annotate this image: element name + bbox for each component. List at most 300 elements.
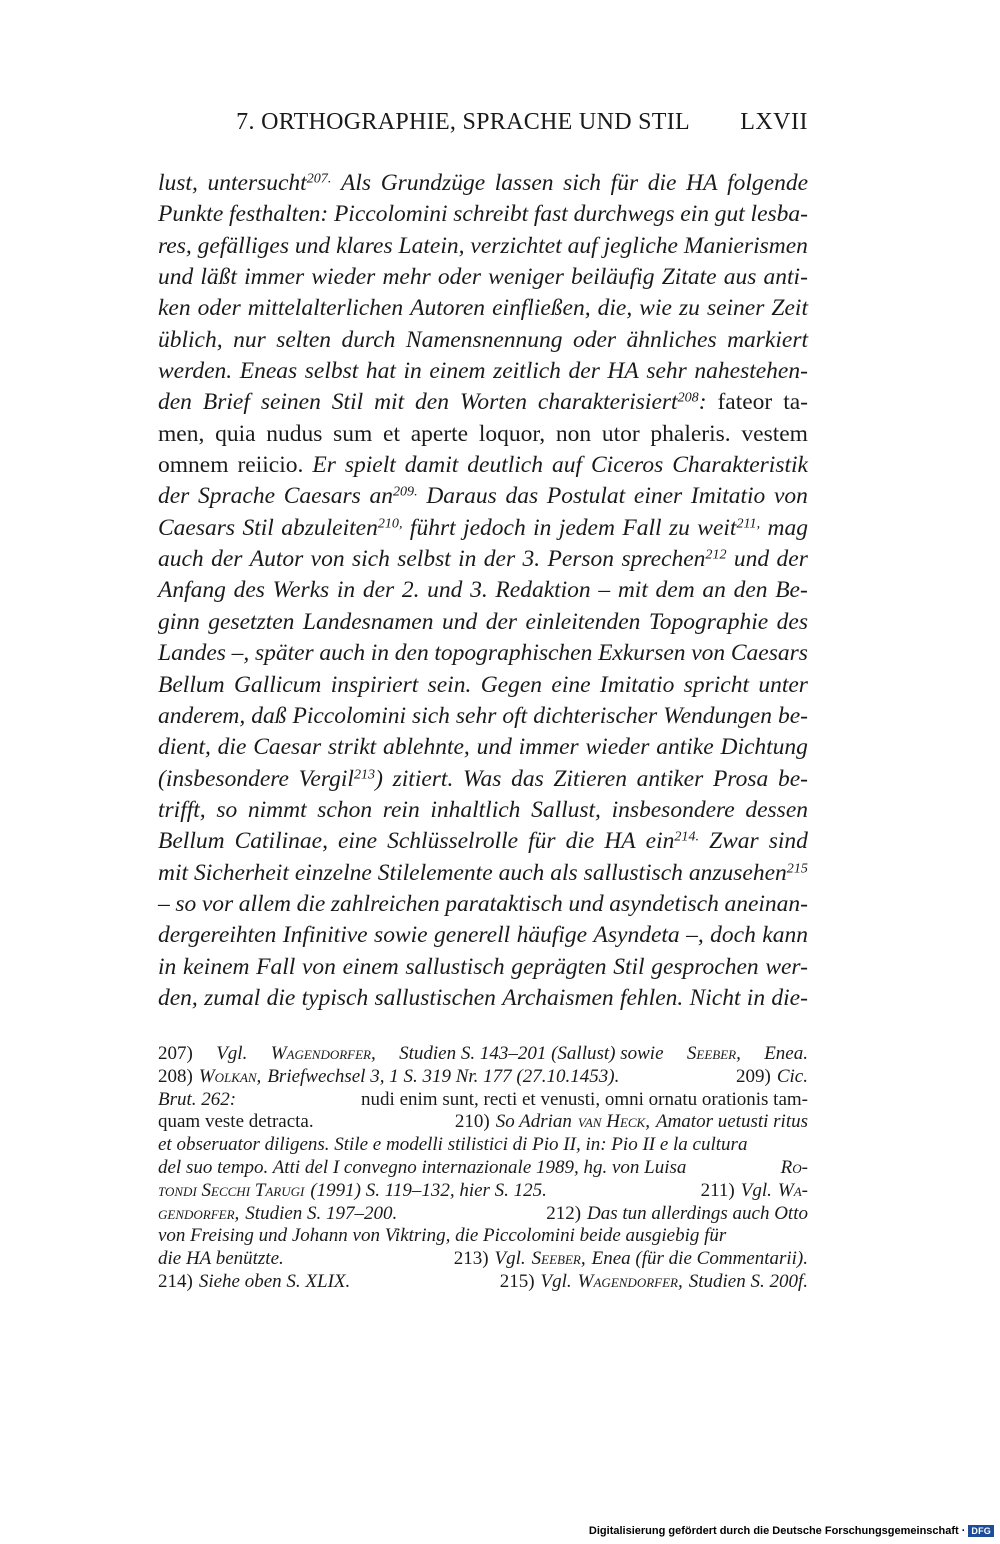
text-line	[158, 293, 808, 324]
footnote-word: 210)	[454, 1111, 490, 1133]
word: immer	[244, 264, 305, 291]
text-line	[158, 764, 808, 795]
word: insbesondere	[611, 796, 735, 823]
footnote-word: Brut. 262:	[158, 1088, 237, 1110]
word: ta-	[783, 389, 808, 416]
footnote-word: Wa-	[777, 1179, 808, 1201]
word: nudus	[266, 420, 323, 447]
word: res,	[158, 232, 192, 259]
word: für	[528, 828, 556, 855]
word: wieder	[585, 734, 650, 761]
word: Was	[463, 765, 502, 792]
word: und	[441, 608, 478, 635]
word: 3.	[522, 546, 541, 573]
footnote-line	[158, 1180, 808, 1203]
footnote-segment	[158, 1111, 314, 1134]
footnote-ref: 211,	[736, 515, 761, 532]
word: HA	[686, 170, 718, 196]
word: unter	[758, 671, 808, 698]
word: Stilelemente	[377, 859, 493, 886]
word: Landes	[158, 640, 226, 667]
word: von	[310, 546, 345, 573]
text-line	[158, 325, 808, 356]
word: be-	[777, 702, 808, 729]
text-line	[158, 638, 808, 669]
word: anzusehen$^{215}$	[688, 859, 808, 886]
footnote-ref: 208	[677, 389, 699, 406]
word: auf	[567, 232, 598, 259]
word: dem	[655, 577, 695, 604]
footnote-segment	[454, 1248, 808, 1271]
word: sind	[768, 828, 808, 855]
word: führt	[409, 514, 456, 541]
word: Sicherheit	[194, 859, 289, 886]
word: zu	[678, 295, 700, 322]
footnote-segment	[455, 1111, 808, 1134]
text-line	[158, 168, 808, 199]
word: –	[158, 890, 170, 917]
word: reiicio.	[237, 452, 304, 479]
word: den	[158, 389, 192, 416]
word: wie	[639, 295, 672, 322]
word: werden.	[158, 358, 233, 385]
text-line	[158, 670, 808, 701]
word: als	[550, 859, 578, 886]
word: selten	[276, 326, 332, 353]
word: in	[746, 984, 766, 1011]
text-line	[158, 795, 808, 826]
footnote-segment	[158, 1271, 350, 1294]
word: zitiert.	[392, 765, 454, 792]
word: einem	[429, 358, 486, 385]
footnote-segment	[158, 1157, 808, 1180]
footnote-word: quam veste detracta.	[158, 1111, 314, 1133]
word: der	[485, 608, 518, 635]
word: zahlreichen	[330, 890, 440, 917]
word: festhalten:	[229, 201, 329, 228]
word: sich	[412, 702, 450, 729]
word: quia	[215, 420, 256, 447]
word: dient,	[158, 734, 211, 761]
word: in	[458, 546, 477, 573]
word: seiner	[706, 295, 765, 322]
word: so	[216, 796, 238, 823]
word: wieder	[311, 264, 376, 291]
text-line	[158, 199, 808, 230]
word: Archaismen	[502, 984, 614, 1011]
text-line	[158, 607, 808, 638]
text-line	[158, 858, 808, 889]
word: generell	[434, 922, 511, 949]
word: men,	[158, 420, 205, 447]
body-text	[158, 168, 808, 1014]
footnote-word: Wagendorfer,	[270, 1043, 376, 1064]
word: lassen	[494, 170, 554, 196]
word: markiert	[727, 326, 808, 353]
word: und	[427, 577, 463, 604]
word: sich	[563, 170, 602, 196]
word: Sprache	[198, 483, 276, 510]
footnote-word: Cic.	[776, 1065, 808, 1087]
word: später	[254, 640, 314, 667]
word: mehr	[382, 264, 431, 291]
word: zumal	[204, 984, 261, 1011]
word: und	[294, 232, 331, 259]
footnote-ref: 210,	[377, 515, 403, 532]
word: Person	[547, 546, 615, 573]
word: nur	[233, 326, 266, 353]
word: geprägten	[511, 953, 607, 980]
word: lesba-	[750, 201, 808, 228]
word: oder	[437, 264, 481, 291]
word: ken	[158, 295, 191, 322]
word: Caesars	[730, 640, 808, 667]
text-line	[158, 231, 808, 262]
footnote-word: 211)	[700, 1179, 735, 1201]
word: der	[568, 358, 600, 385]
word: selbst	[397, 546, 451, 573]
word: auch	[319, 640, 366, 667]
footnote-line	[158, 1043, 808, 1066]
footnote-word: Wagendorfer,	[577, 1270, 683, 1292]
word: charakterisiert$^{208}$:	[537, 389, 707, 416]
word: gefälliges	[197, 232, 290, 259]
text-line	[158, 983, 808, 1014]
word: Asyndeta	[593, 922, 680, 949]
word: Als	[341, 170, 372, 196]
footnote-word: Seeber,	[531, 1248, 586, 1270]
text-line	[158, 450, 808, 481]
word: mittelalterlichen	[247, 295, 404, 322]
word: trifft,	[158, 796, 206, 823]
word: Bellum	[158, 828, 225, 855]
word: parataktisch	[445, 890, 563, 917]
word: sprechen$^{212}$	[621, 546, 727, 573]
word: die	[296, 890, 326, 917]
word: der	[776, 546, 808, 573]
footnote-word: 214)	[158, 1270, 193, 1292]
word: Zitate	[661, 264, 717, 291]
footnote-line	[158, 1134, 808, 1157]
footnote-word: So Adrian	[495, 1111, 572, 1133]
word: dessen	[745, 796, 808, 823]
word: Grundzüge	[380, 170, 486, 196]
word: die	[565, 828, 595, 855]
word: Punkte	[158, 201, 224, 228]
footnote-word: Studien S. 200f.	[688, 1270, 808, 1292]
footnote-ref: 213	[353, 765, 376, 782]
word: das	[505, 483, 539, 510]
text-line	[158, 952, 808, 983]
footnote-segment	[158, 1089, 808, 1112]
word: den	[415, 389, 449, 416]
footnote-word: 207)	[158, 1043, 193, 1064]
footnote-word: Vgl.	[494, 1248, 526, 1270]
word: der	[211, 546, 243, 573]
text-line	[158, 481, 808, 512]
word: Zwar	[709, 828, 759, 855]
word: eine	[551, 671, 591, 698]
footnote-word: Seeber,	[686, 1043, 741, 1064]
word: selbst	[304, 358, 359, 385]
text-line	[158, 732, 808, 763]
word: Catilinae,	[234, 828, 328, 855]
footnote-line	[158, 1066, 808, 1089]
word: wer-	[765, 953, 808, 980]
footnote-word: nudi enim sunt, recti et venusti, omni ornatu orationis tam-	[361, 1088, 808, 1110]
word: jegliche	[603, 232, 678, 259]
footnote-segment	[158, 1180, 547, 1203]
word: asyndetisch	[609, 890, 719, 917]
word: den	[733, 577, 768, 604]
word: Autor	[249, 546, 304, 573]
word: einer	[633, 483, 683, 510]
word: –,	[231, 640, 250, 667]
footnote-line	[158, 1111, 808, 1134]
text-line	[158, 544, 808, 575]
word: sich	[351, 546, 390, 573]
word: schon	[317, 796, 373, 823]
footnote-segment	[701, 1180, 808, 1203]
word: so	[175, 890, 197, 917]
word: vor	[201, 890, 234, 917]
word: weit$^{211,}$	[697, 514, 761, 541]
word: fateor	[717, 389, 773, 416]
word: Manierismen	[683, 232, 808, 259]
word: Nicht	[689, 984, 741, 1011]
word: durchwegs	[573, 201, 675, 228]
word: und	[158, 264, 194, 291]
word: ein	[680, 201, 710, 228]
word: den,	[158, 984, 198, 1011]
word: Fall	[622, 514, 662, 541]
word: schreibt	[453, 201, 529, 228]
word: loquor,	[478, 420, 546, 447]
footnote-word: Enea (für die Commentarii).	[591, 1248, 808, 1270]
footnote-word: 213)	[453, 1248, 489, 1270]
word: die-	[771, 984, 808, 1011]
word: spielt	[344, 452, 396, 479]
word: der	[483, 546, 516, 573]
text-line	[158, 513, 808, 544]
word: Ciceros	[590, 452, 664, 479]
word: gesetzten	[208, 608, 295, 635]
word: doch	[710, 922, 756, 949]
word: einzelne	[294, 859, 372, 886]
footnote-segment	[158, 1203, 397, 1226]
word: eine	[337, 828, 378, 855]
word: rein	[382, 796, 420, 823]
word: die	[647, 170, 677, 196]
word: der	[158, 483, 190, 510]
word: mit	[158, 859, 189, 886]
word: antike	[656, 734, 714, 761]
word: einleitenden	[525, 608, 641, 635]
word: jedoch	[463, 514, 526, 541]
footnote-word: tondi Secchi Tarugi	[158, 1179, 305, 1201]
word: Stil	[613, 953, 645, 980]
footnote-word: gendorfer,	[158, 1202, 240, 1224]
text-line	[158, 387, 808, 418]
footnote-segment	[158, 1043, 808, 1066]
word: Zeit	[771, 295, 808, 322]
word: $an^{209.}$	[369, 483, 418, 510]
footnote-word: Ro-	[780, 1156, 808, 1178]
word: ablehnte,	[383, 734, 470, 761]
word: folgende	[727, 170, 808, 196]
footnote-word: Siehe oben S. XLIX.	[198, 1270, 351, 1292]
word: zeitlich	[493, 358, 561, 385]
footnote-line	[158, 1271, 808, 1294]
footnote-word: Studien S. 143–201 (Sallust) sowie	[399, 1043, 664, 1064]
footnote-line	[158, 1157, 808, 1180]
word: zu	[668, 514, 690, 541]
word: (insbesondere	[158, 765, 289, 792]
word: für	[610, 170, 639, 196]
footnote-word: Wolkan,	[198, 1065, 262, 1087]
footnote-word: die HA benützte.	[158, 1248, 284, 1270]
word: Autoren	[410, 295, 486, 322]
word: Namensnennung	[405, 326, 563, 353]
word: anti-	[763, 264, 808, 291]
word: –,	[686, 922, 704, 949]
footnote-word: Vgl.	[540, 1270, 572, 1292]
page-number: LXVII	[740, 109, 808, 135]
footnotes	[158, 1043, 808, 1294]
footnote-ref: 214.	[674, 828, 700, 845]
word: üblich,	[158, 326, 223, 353]
footnote-word: (1991) S. 119–132, hier S. 125.	[310, 1179, 547, 1201]
text-line	[158, 826, 808, 857]
word: weniger	[488, 264, 564, 291]
word: 3.	[470, 577, 488, 604]
footnote-segment	[500, 1271, 808, 1294]
footnote-ref: 209.	[392, 483, 418, 500]
word: mit	[617, 577, 648, 604]
word: Fall	[256, 953, 296, 980]
word: ein$^{214.}$	[645, 828, 700, 855]
word: Caesars	[283, 483, 361, 510]
word: aneinan-	[724, 890, 808, 917]
word: lust,	[158, 170, 198, 196]
footnote-word: Amator uetusti ritus	[655, 1111, 808, 1133]
word: sum	[333, 420, 373, 447]
word: allem	[238, 890, 291, 917]
word: Gallicum	[233, 671, 322, 698]
word: anderem,	[158, 702, 246, 729]
word: immer	[518, 734, 579, 761]
footnote-word: 212)	[546, 1202, 582, 1224]
word: läßt	[200, 264, 237, 291]
word: aperte	[410, 420, 469, 447]
text-line	[158, 262, 808, 293]
word: in	[370, 640, 390, 667]
word: Werks	[272, 577, 330, 604]
word: der	[362, 577, 395, 604]
word: Vergil$^{213}$)	[298, 765, 383, 792]
word: sallustisch	[405, 953, 505, 980]
word: hat	[365, 358, 396, 385]
word: ginn	[158, 608, 200, 635]
footnote-line	[158, 1203, 808, 1226]
word: die	[217, 734, 247, 761]
text-line	[158, 889, 808, 920]
chapter-title: 7. ORTHOGRAPHIE, SPRACHE UND STIL	[236, 109, 690, 135]
word: gesprochen	[651, 953, 759, 980]
word: Caesar	[253, 734, 322, 761]
word: Imitatio	[690, 483, 766, 510]
word: in	[533, 514, 552, 541]
word: durch	[341, 326, 396, 353]
word: ähnliches	[626, 326, 717, 353]
word: Worten	[459, 389, 527, 416]
word: spricht	[683, 671, 749, 698]
word: des	[233, 577, 265, 604]
word: oft	[502, 702, 528, 729]
word: und	[733, 546, 770, 573]
word: Imitatio	[599, 671, 675, 698]
word: untersucht$^{207.}$	[207, 170, 332, 196]
word: topographischen	[434, 640, 593, 667]
word: nimmt	[247, 796, 307, 823]
word: klares	[336, 232, 393, 259]
word: Topographie	[648, 608, 769, 635]
word: Wendungen	[663, 702, 772, 729]
word: Dichtung	[720, 734, 808, 761]
footnote-word: et obseruator diligens. Stile e modelli stilistici di Pio II, in: Pio II e la cultura	[158, 1134, 748, 1156]
word: non	[555, 420, 592, 447]
word: inspiriert	[330, 671, 419, 698]
footnote-segment	[546, 1203, 808, 1226]
word: sehr	[646, 358, 687, 385]
word: kann	[762, 922, 808, 949]
word: et	[383, 420, 400, 447]
word: einfließen,	[492, 295, 591, 322]
word: vestem	[741, 420, 808, 447]
word: an	[702, 577, 726, 604]
word: Zitieren	[553, 765, 627, 792]
word: Brief	[202, 389, 250, 416]
word: Er	[312, 452, 336, 479]
footnote-word: Vgl.	[740, 1179, 772, 1201]
word: Sallust,	[531, 796, 601, 823]
word: Anfang	[158, 577, 226, 604]
word: sowie	[374, 922, 428, 949]
dfg-logo: DFG	[968, 1525, 994, 1537]
word: 2.	[401, 577, 420, 604]
footnote-line	[158, 1225, 808, 1248]
word: den	[394, 640, 429, 667]
word: Schlüsselrolle	[387, 828, 519, 855]
word: sallustisch	[583, 859, 683, 886]
word: Latein,	[398, 232, 465, 259]
footnote-segment	[158, 1225, 808, 1248]
word: auch	[498, 859, 545, 886]
word: Stil	[242, 514, 274, 541]
footnote-line	[158, 1089, 808, 1112]
word: utor	[601, 420, 640, 447]
word: gut	[714, 201, 745, 228]
footnote-word: van Heck,	[577, 1111, 650, 1133]
text-line	[158, 356, 808, 387]
word: und	[476, 734, 512, 761]
word: keinem	[182, 953, 250, 980]
word: nahestehen-	[694, 358, 808, 385]
footnote-word: Briefwechsel 3, 1 S. 319 Nr. 177 (27.10.1453).	[267, 1065, 620, 1087]
word: Be-	[775, 577, 808, 604]
word: Infinitive	[282, 922, 368, 949]
word: des	[776, 608, 808, 635]
